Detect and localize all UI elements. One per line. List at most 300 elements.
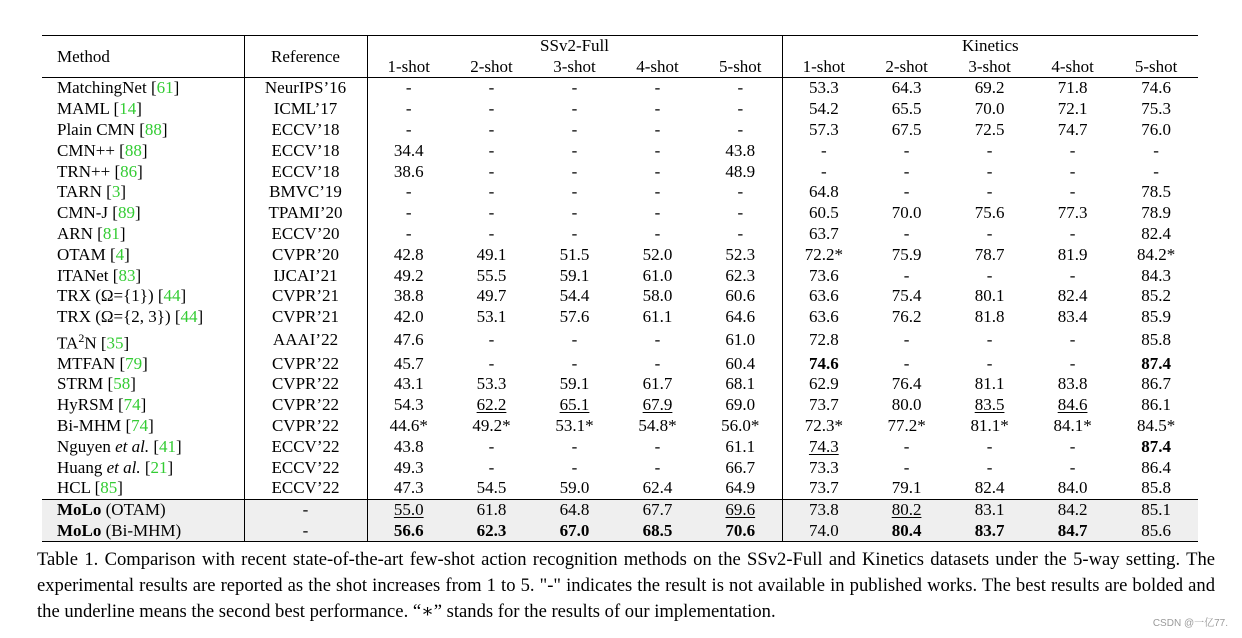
method-cell: TRN++ [86] xyxy=(42,161,244,182)
table-cell xyxy=(782,328,865,354)
table-cell xyxy=(1031,78,1114,99)
value-cell: 49.1 xyxy=(476,244,507,264)
value-cell: 38.8 xyxy=(393,286,424,306)
value-cell: - xyxy=(1069,436,1076,456)
value-cell: - xyxy=(903,265,910,285)
table-cell xyxy=(699,224,782,245)
table-cell xyxy=(865,182,948,203)
value-cell: 85.1 xyxy=(1141,500,1171,520)
table-cell xyxy=(1114,203,1198,224)
citation-link[interactable]: 44 xyxy=(180,307,198,327)
value-cell: 74.3 xyxy=(808,436,839,456)
value-cell: 52.0 xyxy=(642,244,673,264)
value-cell: 43.8 xyxy=(725,140,756,160)
table-row-ours xyxy=(42,499,1198,520)
citation-link[interactable]: 44 xyxy=(163,286,181,306)
value-cell: 55.0 xyxy=(393,500,424,520)
value-cell: 61.7 xyxy=(642,374,673,394)
value-cell: 43.1 xyxy=(393,374,424,394)
table-body xyxy=(42,78,1198,542)
value-cell: 64.6 xyxy=(725,307,756,327)
value-cell: - xyxy=(1069,140,1076,160)
table-cell xyxy=(782,78,865,99)
value-cell: - xyxy=(571,353,578,373)
table-cell xyxy=(450,78,533,99)
table-cell xyxy=(1031,99,1114,120)
table-cell xyxy=(450,395,533,416)
header-shot-cell: 4-shot xyxy=(1031,56,1114,78)
method-name: Nguyen et al. xyxy=(57,436,150,456)
value-cell: 62.4 xyxy=(642,478,673,498)
value-cell: 76.4 xyxy=(891,374,922,394)
table-cell xyxy=(450,203,533,224)
table-cell xyxy=(450,224,533,245)
table-cell xyxy=(533,203,616,224)
table-row xyxy=(42,328,1198,354)
table-cell xyxy=(1114,140,1198,161)
value-cell: - xyxy=(488,203,495,223)
value-cell: 81.1* xyxy=(970,416,1009,435)
table-cell xyxy=(1031,328,1114,354)
table-cell xyxy=(948,353,1031,374)
table-cell xyxy=(865,478,948,499)
value-cell: - xyxy=(571,203,578,223)
value-cell: 64.8 xyxy=(808,182,839,202)
value-cell: 72.3* xyxy=(804,416,843,435)
table-cell xyxy=(699,436,782,457)
table-cell xyxy=(616,182,699,203)
value-cell: 80.0 xyxy=(891,395,922,415)
table-cell xyxy=(1031,161,1114,182)
value-cell: - xyxy=(903,353,910,373)
table-cell xyxy=(782,140,865,161)
citation-link[interactable]: 89 xyxy=(117,203,135,223)
value-cell: 62.9 xyxy=(808,374,839,394)
table-row xyxy=(42,140,1198,161)
table-cell xyxy=(782,120,865,141)
table-caption: Table 1. Comparison with recent state-of-the-art few-shot action recognition methods on the SSv2-Full and Kinetics datasets under the 5-way setting. The experimental results are reported as the shot increases from 1 to 5. "-" indicates the result is not available in published works. The best results are bolded and the underline means the second best performance. “∗” stands for the results of our implementation. xyxy=(37,549,1215,622)
value-cell: 48.9 xyxy=(725,161,756,181)
table-cell xyxy=(616,436,699,457)
value-cell: 77.3 xyxy=(1057,203,1088,223)
table-row xyxy=(42,286,1198,307)
value-cell: - xyxy=(405,203,412,223)
table-cell xyxy=(948,307,1031,328)
table-cell xyxy=(865,286,948,307)
table-row xyxy=(42,374,1198,395)
method-name: TA xyxy=(57,333,79,353)
value-cell: 49.2 xyxy=(393,265,424,285)
value-cell: 82.4 xyxy=(974,478,1005,498)
value-cell: 84.7 xyxy=(1057,520,1088,540)
value-cell: 84.2* xyxy=(1136,244,1176,264)
method-name: TRX (Ω={1}) xyxy=(57,286,158,306)
table-cell xyxy=(367,286,450,307)
citation-link[interactable]: 35 xyxy=(106,333,124,353)
value-cell: - xyxy=(488,457,495,477)
value-cell: 73.6 xyxy=(808,265,839,285)
table-cell xyxy=(699,374,782,395)
table-cell xyxy=(450,120,533,141)
table-cell xyxy=(367,120,450,141)
table-row xyxy=(42,244,1198,265)
table-cell xyxy=(533,265,616,286)
reference-cell: ECCV’18 xyxy=(244,161,367,182)
citation-link[interactable]: 3 xyxy=(111,182,121,202)
value-cell: - xyxy=(737,119,744,139)
value-cell: - xyxy=(488,436,495,456)
table-cell xyxy=(1114,328,1198,354)
citation-link[interactable]: 4 xyxy=(115,244,125,264)
method-cell: TRX (Ω={2, 3}) [44] xyxy=(42,307,244,328)
value-cell: 63.6 xyxy=(808,286,839,306)
method-name: Plain CMN xyxy=(57,119,140,139)
method-name: CMN++ xyxy=(57,140,120,160)
value-cell: - xyxy=(405,119,412,139)
value-cell: 54.8* xyxy=(638,416,677,435)
value-cell: 81.1 xyxy=(974,374,1005,394)
method-cell: Huang et al. [21] xyxy=(42,457,244,478)
citation-link[interactable]: 74 xyxy=(131,416,149,435)
value-cell: - xyxy=(903,140,910,160)
value-cell: - xyxy=(1153,161,1159,181)
citation-link[interactable]: 41 xyxy=(159,436,176,456)
value-cell: - xyxy=(986,182,993,202)
table-cell xyxy=(616,286,699,307)
table-cell xyxy=(367,307,450,328)
citation-link[interactable]: 21 xyxy=(150,457,168,477)
value-cell: 63.7 xyxy=(808,223,839,243)
table-cell xyxy=(533,478,616,499)
method-name-bold: MoLo xyxy=(57,500,102,520)
table-cell xyxy=(699,457,782,478)
value-cell: 74.6 xyxy=(808,353,839,373)
table-cell xyxy=(1114,478,1198,499)
value-cell: 82.4 xyxy=(1141,223,1171,243)
value-cell: 76.2 xyxy=(891,307,922,327)
table-cell xyxy=(1114,265,1198,286)
value-cell: 75.9 xyxy=(891,244,922,264)
method-name: ITANet xyxy=(57,265,113,285)
value-cell: 61.1 xyxy=(725,436,756,456)
value-cell: 73.3 xyxy=(808,457,839,477)
table-cell xyxy=(616,457,699,478)
citation-link[interactable]: 61 xyxy=(156,78,174,98)
value-cell: - xyxy=(1069,457,1076,477)
value-cell: 60.5 xyxy=(808,203,839,223)
value-cell: - xyxy=(571,436,578,456)
citation-link[interactable]: 83 xyxy=(118,265,136,285)
value-cell: 58.0 xyxy=(642,286,673,306)
value-cell: 74.0 xyxy=(808,520,839,540)
value-cell: 56.6 xyxy=(393,520,424,540)
method-cell: CMN++ [88] xyxy=(42,140,244,161)
watermark: CSDN @一亿77. xyxy=(1152,618,1228,629)
table-cell xyxy=(367,328,450,354)
table-cell xyxy=(367,416,450,437)
table-cell xyxy=(616,328,699,354)
value-cell: 85.6 xyxy=(1141,520,1171,540)
table-cell xyxy=(865,224,948,245)
value-cell: - xyxy=(820,140,827,160)
method-name: HCL xyxy=(57,478,95,498)
table-cell xyxy=(450,265,533,286)
table-cell xyxy=(1114,395,1198,416)
table-cell xyxy=(782,182,865,203)
table-cell xyxy=(865,436,948,457)
reference-cell: NeurIPS’16 xyxy=(244,78,367,99)
value-cell: 65.5 xyxy=(891,99,922,119)
citation-link[interactable]: 85 xyxy=(100,478,118,498)
table-cell xyxy=(367,395,450,416)
value-cell: 52.3 xyxy=(725,244,756,264)
table-cell xyxy=(367,161,450,182)
value-cell: - xyxy=(654,436,661,456)
table-row xyxy=(42,78,1198,99)
citation-link[interactable]: 14 xyxy=(119,99,137,119)
value-cell: 62.2 xyxy=(476,395,507,415)
table-cell xyxy=(948,140,1031,161)
table-cell xyxy=(699,286,782,307)
value-cell: 61.1 xyxy=(642,307,673,327)
table-cell xyxy=(948,436,1031,457)
citation-link[interactable]: 79 xyxy=(125,353,143,373)
table-cell xyxy=(533,244,616,265)
value-cell: 83.5 xyxy=(974,395,1005,415)
value-cell: 81.9 xyxy=(1057,244,1088,264)
method-name: HyRSM xyxy=(57,395,118,415)
value-cell: 57.3 xyxy=(808,119,839,139)
value-cell: 87.4 xyxy=(1141,353,1171,373)
value-cell: 70.0 xyxy=(891,203,922,223)
value-cell: 42.0 xyxy=(393,307,424,327)
table-cell xyxy=(699,265,782,286)
table-cell xyxy=(1114,99,1198,120)
value-cell: 66.7 xyxy=(725,457,756,477)
table-cell xyxy=(782,286,865,307)
table-cell xyxy=(948,224,1031,245)
value-cell: - xyxy=(405,99,412,119)
reference-cell: ECCV’18 xyxy=(244,120,367,141)
value-cell: 85.2 xyxy=(1141,286,1171,306)
table-row xyxy=(42,416,1198,437)
table-cell xyxy=(948,161,1031,182)
value-cell: 83.4 xyxy=(1057,307,1088,327)
table-cell xyxy=(865,120,948,141)
header-shot-cell: 5-shot xyxy=(1114,56,1198,78)
table-row xyxy=(42,182,1198,203)
method-name-tail: N xyxy=(84,333,101,353)
table-row xyxy=(42,224,1198,245)
value-cell: - xyxy=(903,161,910,181)
table-cell xyxy=(699,499,782,520)
value-cell: - xyxy=(654,330,661,350)
value-cell: - xyxy=(820,161,827,181)
value-cell: - xyxy=(488,182,495,202)
value-cell: 57.6 xyxy=(559,307,590,327)
table-cell xyxy=(699,140,782,161)
method-name: MatchingNet xyxy=(57,78,151,98)
value-cell: 82.4 xyxy=(1057,286,1088,306)
citation-link[interactable]: 88 xyxy=(144,119,162,139)
table-cell xyxy=(616,416,699,437)
table-cell xyxy=(865,395,948,416)
table-cell xyxy=(699,307,782,328)
value-cell: 67.7 xyxy=(642,500,673,520)
table-cell xyxy=(533,224,616,245)
value-cell: - xyxy=(654,119,661,139)
value-cell: 69.0 xyxy=(725,395,756,415)
value-cell: 77.2* xyxy=(887,416,926,435)
value-cell: 81.8 xyxy=(974,307,1005,327)
value-cell: 62.3 xyxy=(725,265,756,285)
value-cell: - xyxy=(571,457,578,477)
value-cell: 85.8 xyxy=(1141,330,1171,350)
value-cell: 42.8 xyxy=(393,244,424,264)
citation-link[interactable]: 88 xyxy=(124,140,142,160)
table-cell xyxy=(948,499,1031,520)
table-cell xyxy=(948,328,1031,354)
table-cell xyxy=(782,99,865,120)
table-row xyxy=(42,478,1198,499)
table-cell xyxy=(1031,182,1114,203)
header-shot-cell: 1-shot xyxy=(782,56,865,78)
table-cell xyxy=(1031,499,1114,520)
value-cell: 49.7 xyxy=(476,286,507,306)
value-cell: - xyxy=(571,182,578,202)
table-cell xyxy=(450,374,533,395)
table-cell xyxy=(699,182,782,203)
method-name-bold: MoLo xyxy=(57,520,102,540)
value-cell: - xyxy=(986,436,993,456)
table-cell xyxy=(782,521,865,542)
table-cell xyxy=(367,224,450,245)
value-cell: - xyxy=(654,223,661,243)
table-cell xyxy=(1114,353,1198,374)
table-row xyxy=(42,395,1198,416)
table-cell xyxy=(782,478,865,499)
table-cell xyxy=(865,99,948,120)
citation-link[interactable]: 86 xyxy=(120,161,138,181)
value-cell: 43.8 xyxy=(393,436,424,456)
value-cell: - xyxy=(1069,223,1076,243)
citation-link[interactable]: 58 xyxy=(113,374,131,394)
value-cell: - xyxy=(571,119,578,139)
table-cell xyxy=(865,521,948,542)
value-cell: - xyxy=(737,182,744,202)
table-cell xyxy=(948,203,1031,224)
table-cell xyxy=(699,203,782,224)
header-shot-cell: 5-shot xyxy=(699,56,782,78)
table-cell xyxy=(450,244,533,265)
value-cell: - xyxy=(654,353,661,373)
table-cell xyxy=(616,224,699,245)
table-cell xyxy=(865,353,948,374)
citation-link[interactable]: 74 xyxy=(123,395,141,415)
value-cell: - xyxy=(488,330,495,350)
table-cell xyxy=(616,244,699,265)
header-shot-cell: 1-shot xyxy=(367,56,450,78)
value-cell: 87.4 xyxy=(1141,436,1171,456)
header-ssv2-full: SSv2-Full xyxy=(367,36,782,57)
value-cell: - xyxy=(654,99,661,119)
value-cell: 85.8 xyxy=(1141,478,1171,498)
value-cell: 56.0* xyxy=(721,416,760,435)
value-cell: 47.3 xyxy=(393,478,424,498)
table-cell xyxy=(533,328,616,354)
table-cell xyxy=(616,203,699,224)
table-cell xyxy=(948,395,1031,416)
value-cell: 86.4 xyxy=(1141,457,1171,477)
method-cell xyxy=(42,521,244,542)
value-cell: - xyxy=(654,78,661,98)
table-cell xyxy=(782,353,865,374)
table-cell xyxy=(616,478,699,499)
table-cell xyxy=(533,457,616,478)
value-cell: - xyxy=(654,161,661,181)
table-cell xyxy=(1031,244,1114,265)
value-cell: - xyxy=(654,457,661,477)
table-cell xyxy=(782,307,865,328)
header-shot-cell: 2-shot xyxy=(450,56,533,78)
reference-cell: CVPR’20 xyxy=(244,244,367,265)
table-cell xyxy=(782,436,865,457)
table-cell xyxy=(1114,499,1198,520)
method-cell: Bi-MHM [74] xyxy=(42,416,244,437)
table-cell xyxy=(616,353,699,374)
method-cell: Plain CMN [88] xyxy=(42,120,244,141)
table-cell xyxy=(533,436,616,457)
value-cell: 49.2* xyxy=(472,416,511,435)
table-cell xyxy=(533,161,616,182)
table-cell xyxy=(450,99,533,120)
method-variant: (Bi-MHM) xyxy=(101,520,182,540)
header-reference: Reference xyxy=(244,36,367,78)
value-cell: - xyxy=(986,140,993,160)
header-shot-cell: 3-shot xyxy=(948,56,1031,78)
reference-cell: TPAMI’20 xyxy=(244,203,367,224)
value-cell: 64.8 xyxy=(559,500,590,520)
value-cell: 74.6 xyxy=(1141,78,1171,98)
table-cell xyxy=(782,374,865,395)
method-cell: MTFAN [79] xyxy=(42,353,244,374)
value-cell: 67.9 xyxy=(642,395,673,415)
method-cell: STRM [58] xyxy=(42,374,244,395)
reference-cell: ECCV’22 xyxy=(244,457,367,478)
value-cell: 61.8 xyxy=(476,500,507,520)
method-name: TRX (Ω={2, 3}) xyxy=(57,307,175,327)
value-cell: - xyxy=(986,353,993,373)
value-cell: - xyxy=(903,436,910,456)
method-name: CMN-J xyxy=(57,203,113,223)
value-cell: 60.6 xyxy=(725,286,756,306)
value-cell: - xyxy=(986,161,993,181)
table-cell xyxy=(533,416,616,437)
value-cell: 54.2 xyxy=(808,99,839,119)
reference-cell: CVPR’21 xyxy=(244,286,367,307)
table-cell xyxy=(1031,457,1114,478)
table-cell xyxy=(367,203,450,224)
table-cell xyxy=(1114,416,1198,437)
value-cell: - xyxy=(488,99,495,119)
value-cell: 78.7 xyxy=(974,244,1005,264)
table-cell xyxy=(450,521,533,542)
citation-link[interactable]: 81 xyxy=(102,223,120,243)
table-cell xyxy=(367,521,450,542)
value-cell: 60.4 xyxy=(725,353,756,373)
table-row xyxy=(42,436,1198,457)
value-cell: 72.8 xyxy=(808,330,839,350)
